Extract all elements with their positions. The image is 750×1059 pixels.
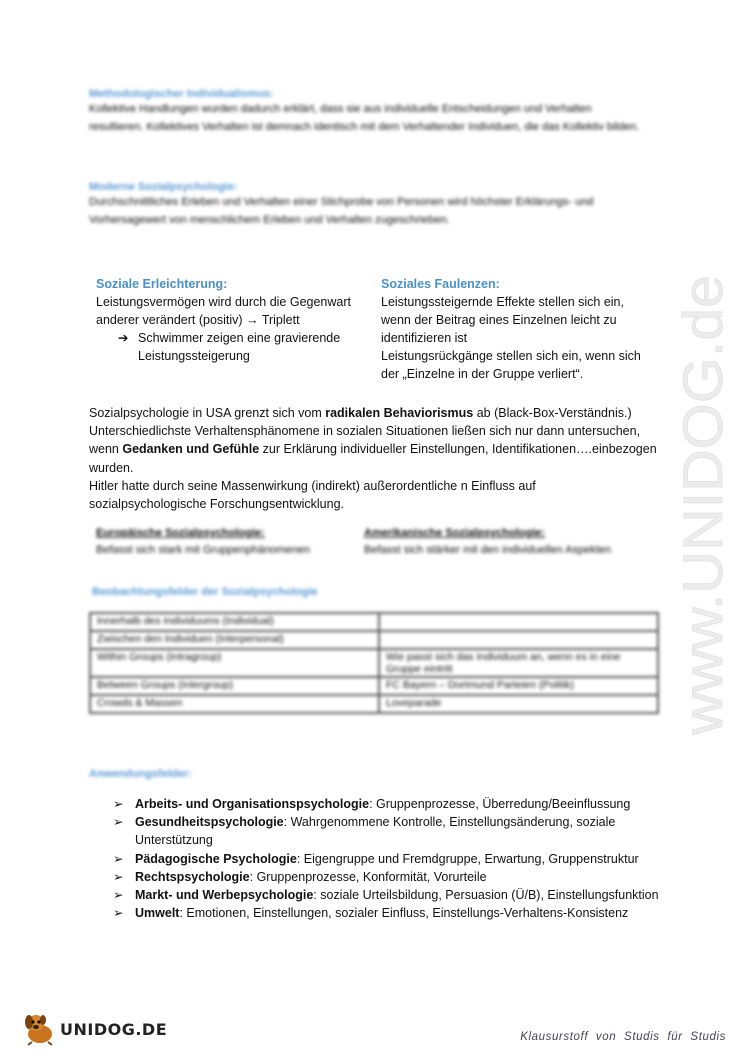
table-cell: Zwischen den Individuen (Interpersonal) (90, 631, 379, 649)
table-cell: Between Groups (Intergroup) (90, 677, 379, 695)
paragraph-line: wurden. (89, 460, 134, 475)
list-item: ➢ Pädagogische Psychologie: Eigengruppe und Fremdgruppe, Erwartung, Gruppenstruktur (113, 850, 673, 868)
bullet-icon: ➢ (113, 851, 124, 866)
table-cell (379, 631, 658, 649)
paragraph-line: Unterschiedlichste Verhaltensphänomene in sozialen Situationen ließen sich nur dann untersuchen, (89, 424, 641, 439)
paragraph-line: Hitler hatte durch seine Massenwirkung (indirekt) außerordentliche n Einfluss auf (89, 478, 536, 493)
bullet-icon: ➢ (113, 906, 124, 921)
beobachtungsfelder-table (89, 612, 659, 714)
europaeische-sozialpsychologie (96, 525, 310, 559)
anwendungsfelder-heading: Anwendungsfelder: (89, 768, 192, 780)
unidog-logo[interactable] (22, 1012, 167, 1046)
list-item: ➢ Umwelt: Emotionen, Einstellungen, sozialer Einfluss, Einstellungs-Verhaltens-Konsistenz (113, 904, 673, 922)
arrow-icon: ➔ (118, 331, 129, 345)
bullet-icon: ➢ (113, 869, 124, 884)
soziales-faulenzen-column (381, 275, 651, 383)
list-item: ➢ Gesundheitspsychologie: Wahrgenommene Kontrolle, Einstellungsänderung, soziale Unterstützung (113, 813, 673, 849)
column-line: der „Einzelne in der Gruppe verliert“. (381, 367, 584, 381)
anwendungsfelder-list (113, 795, 673, 922)
compare-text: Befasst sich stärker mit den individuellen Aspekten (364, 544, 612, 556)
section-text: Durchschnittliches Erleben und Verhalten einer Stichprobe von Personen wird höchster Erklärungs- und Vorhersagewert von menschlichem Erleben und Verhalten zugeschrieben. (89, 196, 594, 226)
unidog-watermark (640, 270, 750, 740)
table-row (90, 649, 658, 677)
list-item: ➢ Rechtspsychologie: Gruppenprozesse, Konformität, Vorurteile (113, 868, 673, 886)
table-cell: Crowds & Massen (90, 695, 379, 713)
compare-title: Amerikanische Sozialpsychologie: (364, 527, 545, 539)
arrow-item-line: Leistungssteigerung (138, 349, 250, 363)
arrow-item (96, 329, 366, 365)
table-row (90, 631, 658, 649)
column-line: Leistungsrückgänge stellen sich ein, wenn sich (381, 349, 641, 363)
footer-text: Klausurstoff von Studis für Studis (520, 1031, 726, 1043)
list-item: ➢ Markt- und Werbepsychologie: soziale Urteilsbildung, Persuasion (Ü/B), Einstellungsfunktion (113, 886, 673, 904)
column-line: Leistungsvermögen wird durch die Gegenwart (96, 295, 351, 309)
table-cell: Within Groups (Intragroup) (90, 649, 379, 677)
behaviorismus-paragraph (89, 404, 679, 513)
table-cell: Wie passt sich das Individuum an, wenn es in eine Gruppe eintritt (379, 649, 658, 677)
table-heading: Beobachtungsfelder der Sozialpsychologie (92, 586, 318, 598)
watermark-text: www.UNIDOG.de (671, 299, 734, 735)
column-line: identifizieren ist (381, 331, 468, 345)
amerikanische-sozialpsychologie (364, 525, 611, 559)
column-heading: Soziales Faulenzen: (381, 277, 500, 291)
paragraph-line: sozialpsychologische Forschungsentwicklung. (89, 497, 344, 512)
section-heading: Methodologischer Individualismus: (89, 88, 274, 100)
column-heading: Soziale Erleichterung: (96, 277, 228, 291)
compare-title: Europäische Sozialpsychologie: (96, 527, 265, 539)
column-line: Leistungssteigernde Effekte stellen sich ein, (381, 295, 624, 309)
arrow-item-text (138, 329, 340, 365)
list-item: ➢ Arbeits- und Organisationspsychologie: Gruppenprozesse, Überredung/Beeinflussung (113, 795, 673, 813)
soziale-erleichterung-column (96, 275, 366, 365)
dog-icon (22, 1012, 58, 1046)
section-heading: Moderne Sozialpsychologie: (89, 181, 238, 193)
section-text: Kollektive Handlungen wurden dadurch erklärt, dass sie aus individuelle Entscheidungen und Verhalten resultieren. Kollektives Verhalten ist demnach identisch mit dem Verhaltender Individuen, die das Kollektiv bilden. (89, 103, 640, 133)
arrow-item-line: Schwimmer zeigen eine gravierende (138, 331, 341, 345)
bullet-icon: ➢ (113, 815, 124, 830)
table-cell: FC Bayern – Dortmund Parteien (Politik) (379, 677, 658, 695)
table-cell (379, 613, 658, 631)
section-methodologischer-individualismus (89, 88, 649, 136)
table-cell: Innerhalb des Individuums (Individual) (90, 613, 379, 631)
paragraph-line: Sozialpsychologie in USA grenzt sich vom radikalen Behaviorismus ab (Black-Box-Verständnis.) (89, 406, 632, 420)
logo-text: UNIDOG.DE (60, 1019, 168, 1039)
bullet-icon: ➢ (113, 888, 124, 903)
table-row (90, 695, 658, 713)
paragraph-line: wenn Gedanken und Gefühle zur Erklärung individueller Einstellungen, Identifikationen….einbezogen (89, 442, 657, 457)
table-row (90, 613, 658, 631)
section-moderne-sozialpsychologie (89, 181, 649, 229)
bullet-icon: ➢ (113, 797, 124, 811)
table-cell: Loveparade (379, 695, 658, 713)
table-row (90, 677, 658, 695)
column-line: wenn der Beitrag eines Einzelnen leicht zu (381, 313, 617, 327)
column-line: anderer verändert (positiv) → Triplett (96, 313, 300, 327)
compare-text: Befasst sich stark mit Gruppenphänomenen (96, 544, 311, 556)
